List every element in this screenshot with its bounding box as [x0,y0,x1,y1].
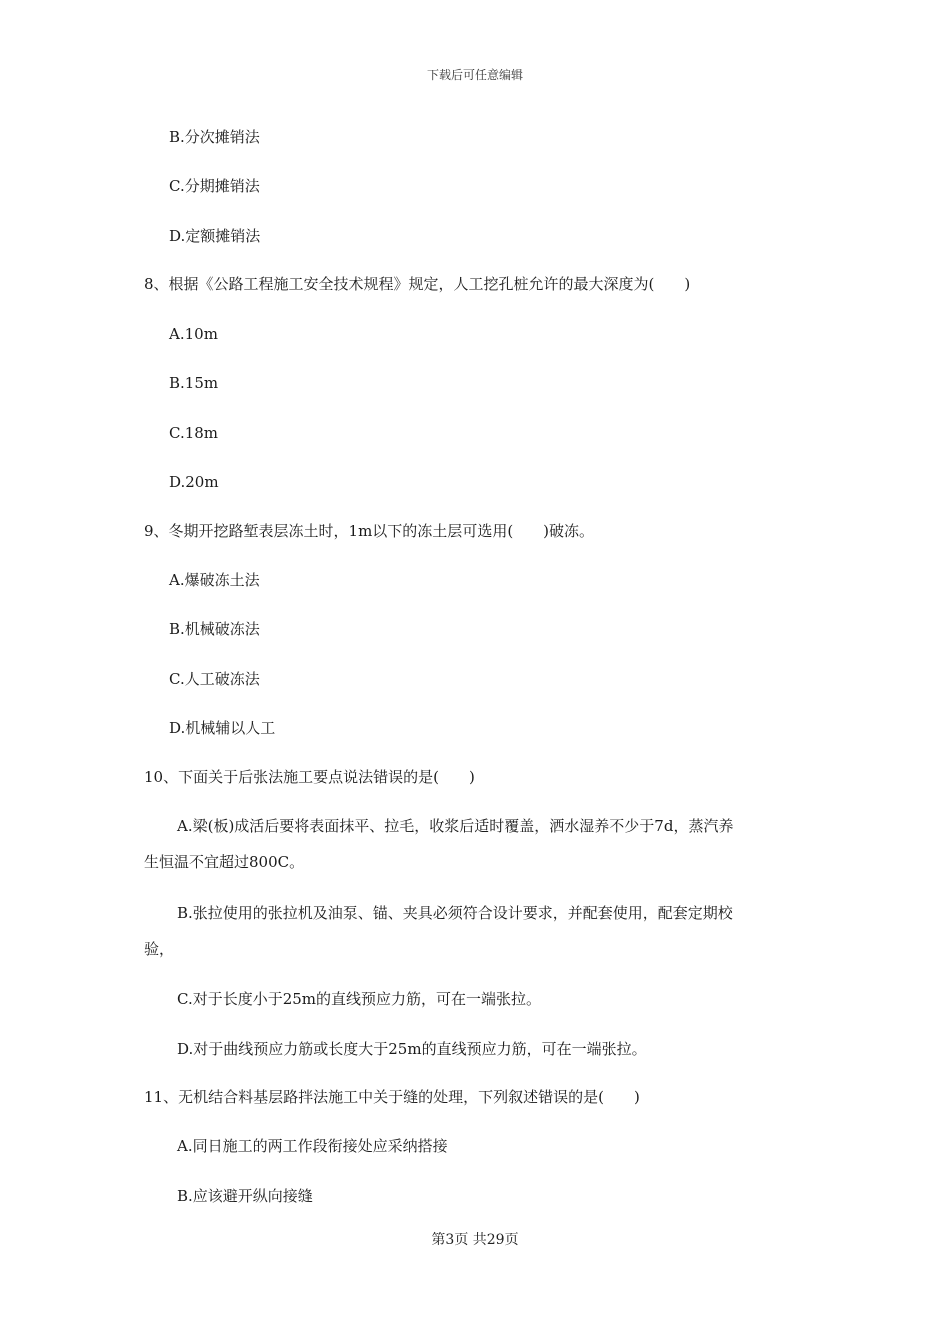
question-11: 11、无机结合料基层路拌法施工中关于缝的处理，下列叙述错误的是( ) [144,1088,640,1106]
option-line: B.分次摊销法 [169,128,260,146]
question-8: 8、根据《公路工程施工安全技术规程》规定，人工挖孔桩允许的最大深度为( ) [144,275,691,293]
option-continuation: 验， [144,940,175,958]
option-line: C.对于长度小于25m的直线预应力筋，可在一端张拉。 [177,990,542,1008]
option-line: D.机械辅以人工 [169,719,276,737]
option-line: B.应该避开纵向接缝 [177,1187,313,1205]
option-line: B.机械破冻法 [169,620,260,638]
page-footer: 第3页 共29页 [431,1232,519,1248]
option-line: C.人工破冻法 [169,670,260,688]
option-line: B.15m [169,374,219,392]
option-line: D.20m [169,473,219,491]
option-line: A.同日施工的两工作段衔接处应采纳搭接 [177,1137,448,1155]
option-continuation: 生恒温不宜超过800C。 [144,853,305,871]
option-line: C.分期摊销法 [169,177,260,195]
option-line: B.张拉使用的张拉机及油泵、锚、夹具必须符合设计要求，并配套使用，配套定期校 [177,904,733,922]
option-line: C.18m [169,424,219,442]
option-line: A.梁(板)成活后要将表面抹平、拉毛，收浆后适时覆盖，洒水湿养不少于7d，蒸汽养 [177,817,734,835]
option-line: A.爆破冻土法 [169,571,260,589]
question-10: 10、下面关于后张法施工要点说法错误的是( ) [144,768,475,786]
question-9: 9、冬期开挖路堑表层冻土时，1m以下的冻土层可选用( )破冻。 [144,522,595,540]
option-line: D.对于曲线预应力筋或长度大于25m的直线预应力筋，可在一端张拉。 [177,1040,647,1058]
page-header: 下载后可任意编辑 [426,68,523,82]
option-line: D.定额摊销法 [169,227,261,245]
option-line: A.10m [169,325,218,343]
